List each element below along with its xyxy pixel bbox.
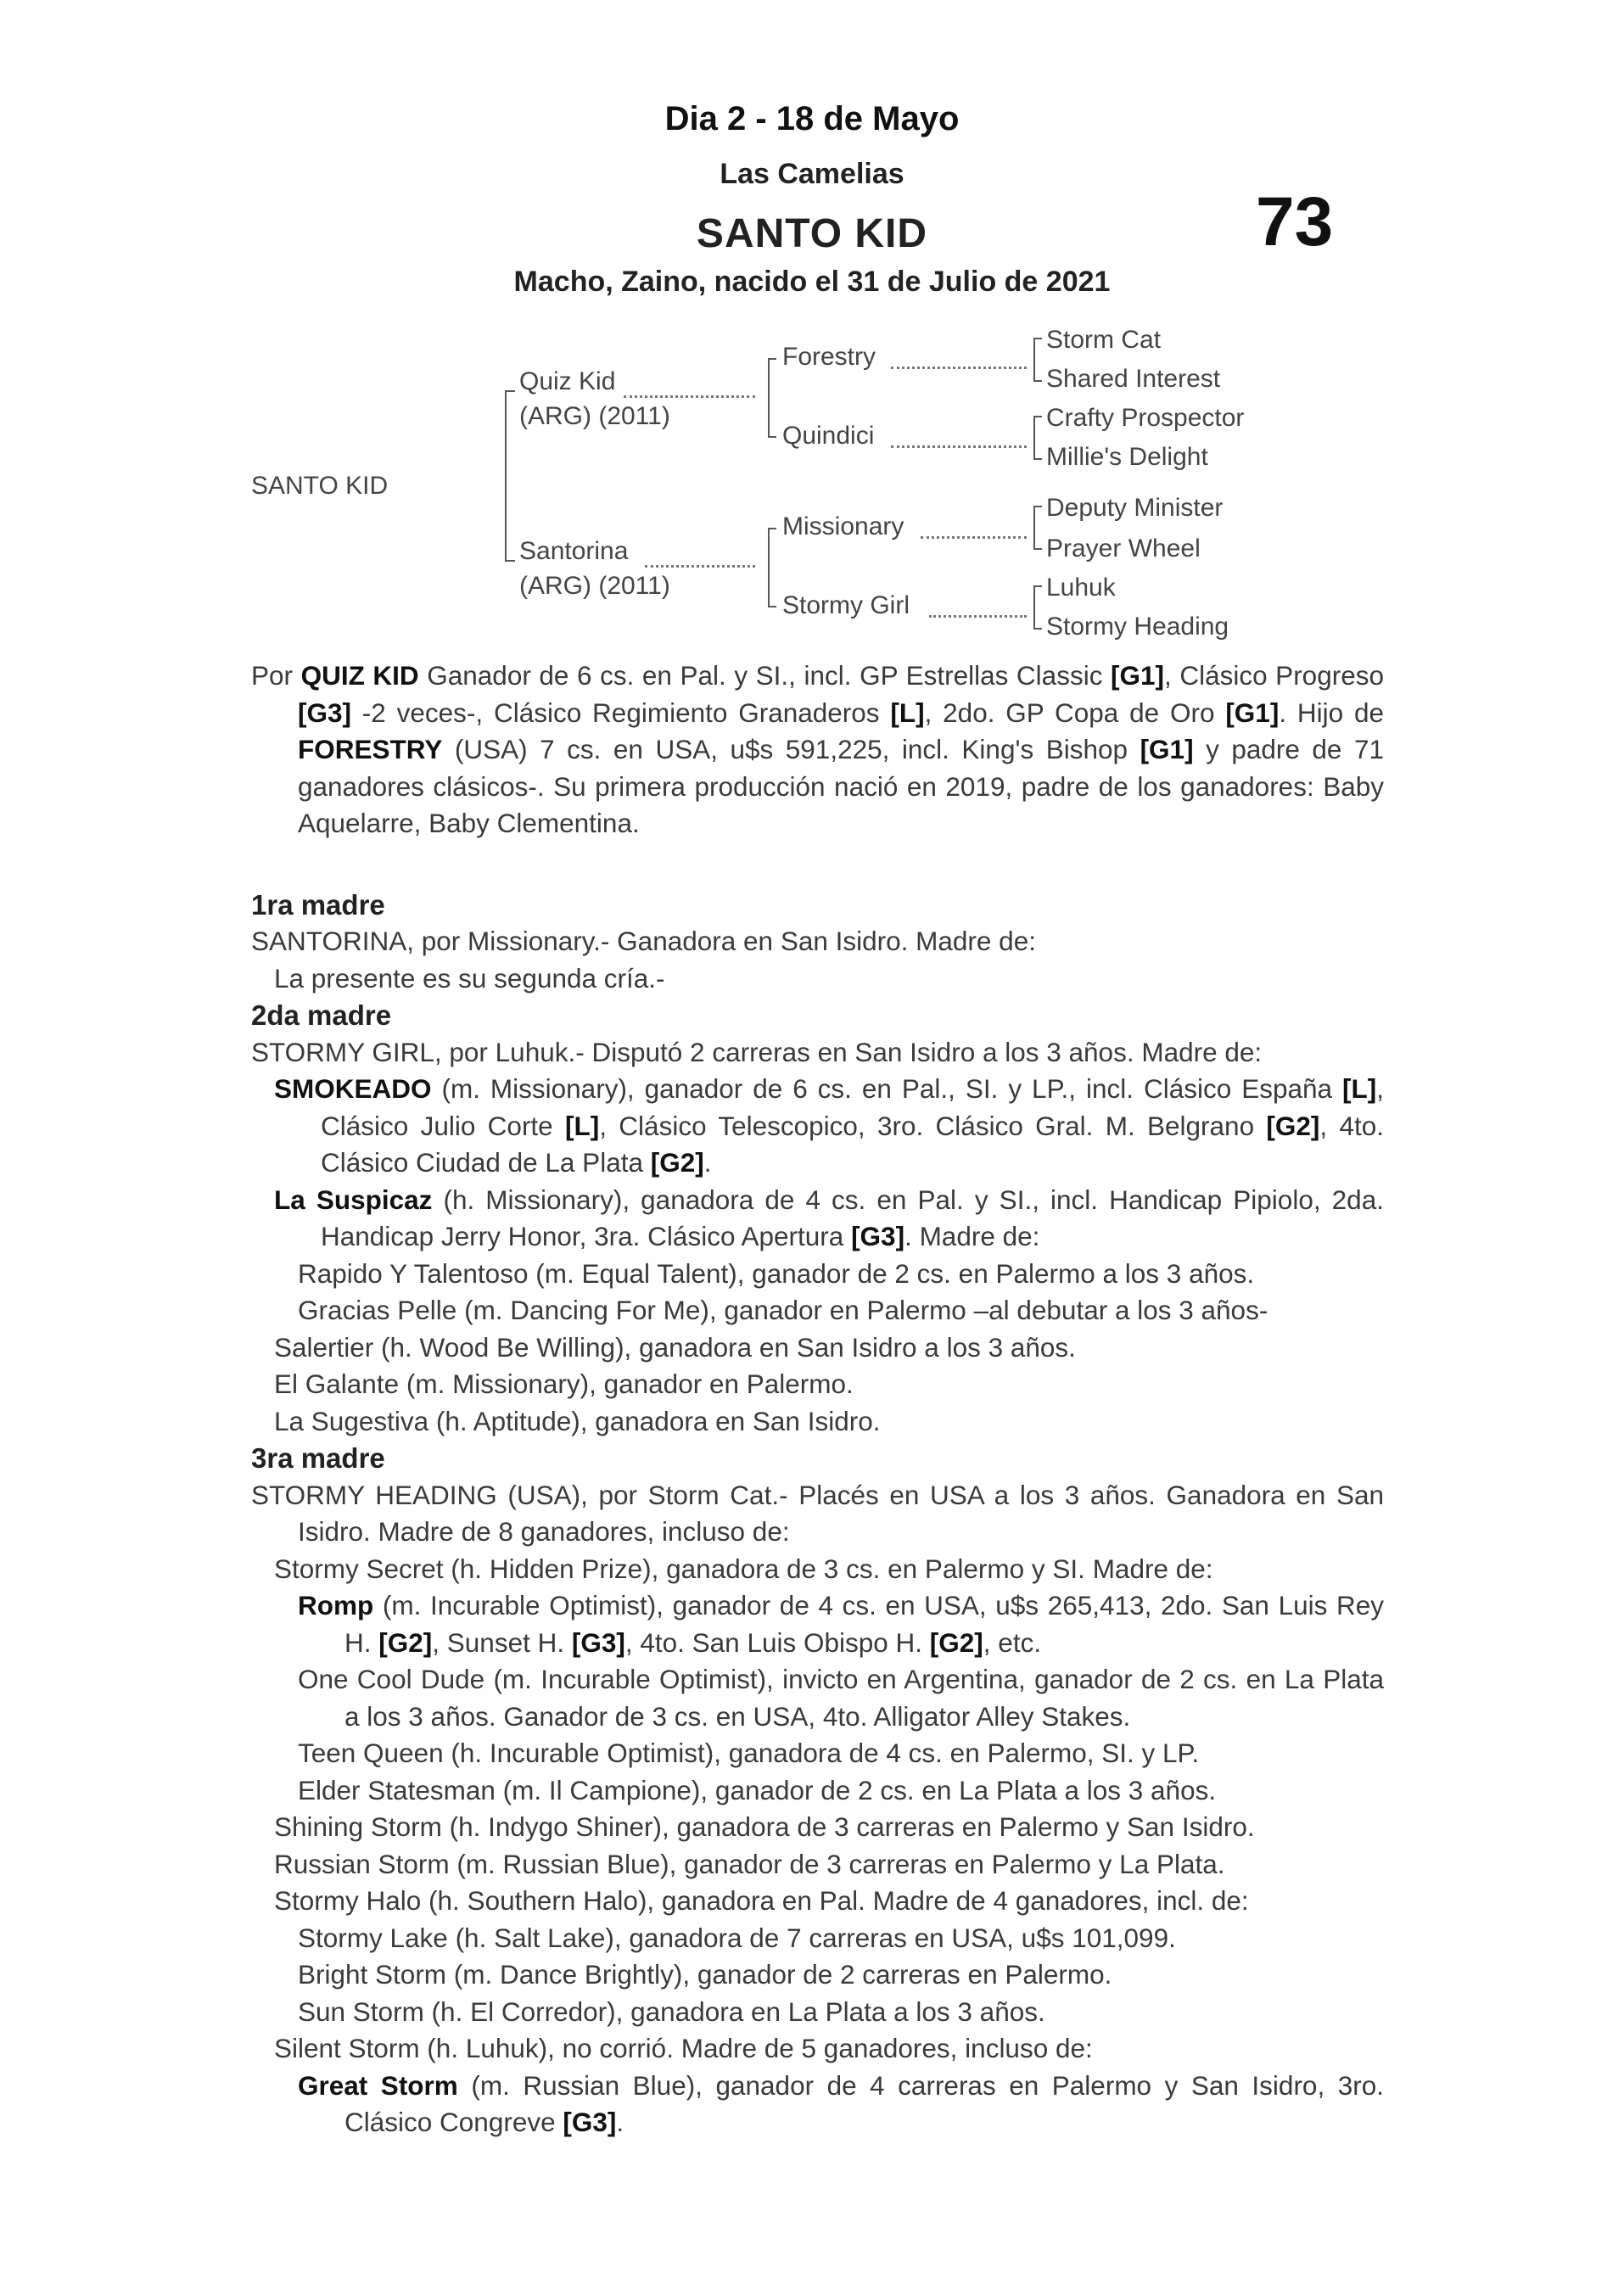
first-dam-heading: 1ra madre — [251, 888, 385, 921]
pedigree-sire-dam: Quindici — [782, 422, 875, 450]
pedigree-sire: Quiz Kid — [519, 367, 616, 395]
produce-item: Rapido Y Talentoso (m. Equal Talent), ganador de 2 cs. en Palermo a los 3 años. — [298, 1257, 1255, 1289]
pedigree-sire-origin: (ARG) (2011) — [519, 402, 670, 430]
produce-item: La Sugestiva (h. Aptitude), ganadora en San Isidro. — [274, 1405, 881, 1436]
produce-item: Stormy Halo (h. Southern Halo), ganadora en Pal. Madre de 4 ganadores, incl. de: — [274, 1885, 1249, 1916]
produce-item: Teen Queen (h. Incurable Optimist), ganadora de 4 cs. en Palermo, SI. y LP. — [298, 1738, 1200, 1768]
sire-name: QUIZ KID — [300, 660, 419, 691]
produce-great-storm: Great Storm (m. Russian Blue), ganador de 4 carreras en Palermo y San Isidro, 3ro. Clásico Congreve [G3]. — [298, 2069, 1384, 2137]
produce-la-suspicaz: La Suspicaz (h. Missionary), ganadora de 4 cs. en Pal. y SI., incl. Handicap Pipiolo, 2da. Handicap Jerry Honor, 3ra. Clásico Apertura [G3]. Madre de: — [274, 1184, 1384, 1251]
produce-smokeado: SMOKEADO (m. Missionary), ganador de 6 cs. en Pal., SI. y LP., incl. Clásico España [L], Clásico Julio Corte [L], Clásico Telescopico, 3ro. Clásico Gral. M. Belgrano [G2], 4to. Clásico Ciudad de La Plata [G2]. — [274, 1073, 1385, 1178]
produce-item: Gracias Pelle (m. Dancing For Me), ganador en Palermo –al debutar a los 3 años- — [298, 1295, 1268, 1325]
pedigree-dam: Santorina — [519, 537, 629, 565]
pedigree-g3: Crafty Prospector — [1046, 404, 1245, 432]
pedigree-sire-sire: Forestry — [782, 343, 876, 371]
grandsire-name: FORESTRY — [298, 734, 443, 764]
horse-name: SANTO KID — [696, 211, 928, 256]
first-dam-line: SANTORINA, por Missionary.- Ganadora en San Isidro. Madre de: — [251, 926, 1036, 956]
pedigree-g6: Prayer Wheel — [1046, 535, 1201, 563]
first-dam-note: La presente es su segunda cría.- — [274, 962, 665, 994]
third-dam-line: STORMY HEADING (USA), por Storm Cat.- Placés en USA a los 3 años. Ganadora en San Isidro. Madre de 8 ganadores, incluso de: — [251, 1479, 1384, 1547]
produce-item: Shining Storm (h. Indygo Shiner), ganadora de 3 carreras en Palermo y San Isidro. — [274, 1811, 1255, 1842]
pedigree-g7: Luhuk — [1046, 574, 1116, 602]
produce-romp: Romp (m. Incurable Optimist), ganador de 4 cs. en USA, u$s 265,413, 2do. San Luis Rey H. [G2], Sunset H. [G3], 4to. San Luis Obispo H. [G2], etc. — [298, 1590, 1384, 1658]
produce-item: Elder Statesman (m. Il Campione), ganador de 2 cs. en La Plata a los 3 años. — [298, 1774, 1217, 1805]
produce-item: Sun Storm (h. El Corredor), ganadora en La Plata a los 3 años. — [298, 1996, 1045, 2027]
produce-item: Stormy Secret (h. Hidden Prize), ganadora de 3 cs. en Palermo y SI. Madre de: — [274, 1553, 1213, 1584]
pedigree-g4: Millie's Delight — [1046, 443, 1208, 471]
produce-item: Russian Storm (m. Russian Blue), ganador de 3 carreras en Palermo y La Plata. — [274, 1848, 1225, 1879]
produce-item: Silent Storm (h. Luhuk), no corrió. Madre de 5 ganadores, incluso de: — [274, 2033, 1093, 2063]
pedigree-dam-sire: Missionary — [782, 512, 904, 540]
produce-item: Bright Storm (m. Dance Brightly), ganador de 2 carreras en Palermo. — [298, 1959, 1112, 1990]
produce-item: One Cool Dude (m. Incurable Optimist), invicto en Argentina, ganador de 2 cs. en La Plata a los 3 años. Ganador de 3 cs. en USA, 4to. Alligator Alley Stakes. — [298, 1664, 1384, 1732]
pedigree-dam-dam: Stormy Girl — [782, 591, 910, 619]
pedigree-g2: Shared Interest — [1046, 365, 1221, 393]
pedigree-subject: SANTO KID — [251, 472, 389, 500]
produce-item: Stormy Lake (h. Salt Lake), ganadora de 7 carreras en USA, u$s 101,099. — [298, 1922, 1176, 1953]
second-dam-line: STORMY GIRL, por Luhuk.- Disputó 2 carreras en San Isidro a los 3 años. Madre de: — [251, 1036, 1263, 1067]
second-dam-heading: 2da madre — [251, 999, 392, 1031]
lot-number: 73 — [1256, 183, 1334, 260]
pedigree-g1: Storm Cat — [1046, 326, 1162, 354]
day-title: Dia 2 - 18 de Mayo — [664, 100, 960, 137]
third-dam-heading: 3ra madre — [251, 1442, 385, 1474]
horse-description: Macho, Zaino, nacido el 31 de Julio de 2021 — [513, 266, 1111, 298]
produce-item: Salertier (h. Wood Be Willing), ganadora en San Isidro a los 3 años. — [274, 1331, 1076, 1363]
breeder-name: Las Camelias — [720, 158, 904, 190]
produce-item: El Galante (m. Missionary), ganador en Palermo. — [274, 1369, 854, 1399]
pedigree-g8: Stormy Heading — [1046, 613, 1229, 641]
pedigree-dam-origin: (ARG) (2011) — [519, 572, 670, 600]
catalog-body — [251, 658, 1384, 2141]
pedigree-g5: Deputy Minister — [1046, 494, 1224, 522]
sire-paragraph: Por QUIZ KID Ganador de 6 cs. en Pal. y SI., incl. GP Estrellas Classic [G1], Clásico Progreso [G3] -2 veces-, Clásico Regimiento Granaderos [L], 2do. GP Copa de Oro [G1]. Hijo de FORESTRY (USA) 7 cs. en USA, u$s 591,225, incl. King's Bishop [G1] y padre de 71 ganadores clásicos-. Su primera producción nació en 2019, padre de los ganadores: Baby Aquelarre, Baby Clementina. — [251, 660, 1384, 838]
